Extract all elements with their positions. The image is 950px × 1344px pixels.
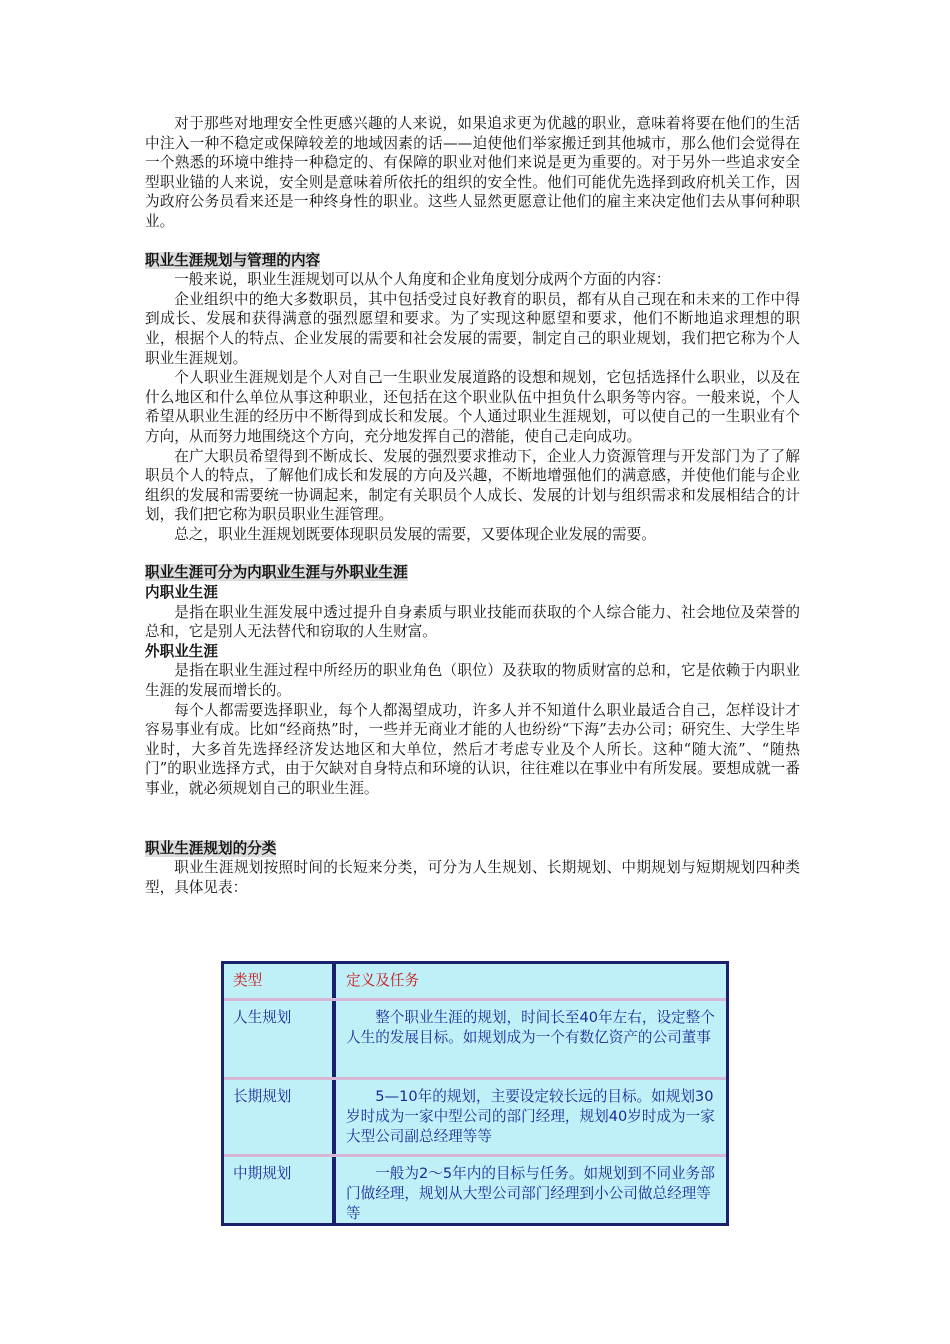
section-heading-career-types bbox=[145, 563, 800, 583]
paragraph: 总之，职业生涯规划既要体现职员发展的需要，又要体现企业发展的需要。 bbox=[174, 525, 656, 543]
table-header-row bbox=[224, 964, 726, 1001]
table-cell-definition: 整个职业生涯的规划，时间长至40年左右，设定整个人生的发展目标。如规划成为一个有数亿资产的公司董事 bbox=[346, 1009, 715, 1046]
paragraph: 在广大职员希望得到不断成长、发展的强烈要求推动下，企业人力资源管理与开发部门为了了解职员个人的特点，了解他们成长和发展的方向及兴趣，不断地增强他们的满意感，并使他们能与企业组织的发展和需要统一协调起来，制定有关职员个人成长、发展的计划与组织需求和发展相结合的计划，我们把它称为职员职业生涯管理。 bbox=[145, 447, 800, 524]
table-header-definition: 定义及任务 bbox=[346, 972, 419, 989]
table-cell-type: 长期规划 bbox=[224, 1080, 336, 1154]
paragraph: 一般来说，职业生涯规划可以从个人角度和企业角度划分成两个方面的内容： bbox=[174, 271, 671, 289]
table-cell-definition: 5—10年的规划，主要设定较长远的目标。如规划30岁时成为一家中型公司的部门经理，规划40岁时成为一家大型公司副总经理等等 bbox=[346, 1088, 715, 1145]
paragraph-inner-career: 是指在职业生涯发展中透过提升自身素质与职业技能而获取的个人综合能力、社会地位及荣誉的总和，它是别人无法替代和窃取的人生财富。 bbox=[145, 603, 800, 641]
paragraph: 企业组织中的绝大多数职员，其中包括受过良好教育的职员，都有从自己现在和未来的工作中得到成长、发展和获得满意的强烈愿望和要求。为了实现这种愿望和要求，他们不断地追求理想的职业，根据个人的特点、企业发展的需要和社会发展的需要，制定自己的职业规划，我们把它称为个人职业生涯规划。 bbox=[145, 290, 800, 367]
paragraph: 个人职业生涯规划是个人对自己一生职业发展道路的设想和规划，它包括选择什么职业，以及在什么地区和什么单位从事这种职业，还包括在这个职业队伍中担负什么职务等内容。一般来说，个人希望从职业生涯的经历中不断得到成长和发展。个人通过职业生涯规划，可以使自己的一生职业有个方向，从而努力地围绕这个方向，充分地发挥自己的潜能，使自己走向成功。 bbox=[145, 369, 800, 445]
paragraph-closing: 每个人都需要选择职业，每个人都渴望成功，许多人并不知道什么职业最适合自己，怎样设计才容易事业有成。比如“经商热”时，一些并无商业才能的人也纷纷“下海”去办公司；研究生、大学生毕业时，大多首先选择经济发达地区和大单位，然后才考虑专业及个人所长。这种“随大流”、“随热门”的职业选择方式，由于欠缺对自身特点和环境的认识，往往难以在事业中有所发展。要想成就一番事业，就必须规划自己的职业生涯。 bbox=[145, 701, 800, 797]
paragraph-outer-career: 是指在职业生涯过程中所经历的职业角色（职位）及获取的物质财富的总和，它是依赖于内职业生涯的发展而增长的。 bbox=[145, 662, 800, 700]
planning-types-table bbox=[221, 961, 729, 1226]
intro-paragraph: 对于那些对地理安全性更感兴趣的人来说，如果追求更为优越的职业，意味着将要在他们的生活中注入一种不稳定或保障较差的地域因素的话——迫使他们举家搬迁到其他城市，那么他们会觉得在一个熟悉的环境中维持一种稳定的、有保障的职业对他们来说是更为重要的。对于另外一些追求安全型职业锚的人来说，安全则是意味着所依托的组织的安全性。他们可能优先选择到政府机关工作，因为政府公务员看来还是一种终身性的职业。这些人显然更愿意让他们的雇主来决定他们去从事何种职业。 bbox=[145, 115, 800, 230]
section-heading-classification bbox=[145, 839, 800, 859]
subheading-outer-career: 外职业生涯 bbox=[145, 642, 218, 660]
table-header-type: 类型 bbox=[224, 964, 336, 998]
section-heading-content bbox=[145, 251, 800, 271]
subheading-inner-career: 内职业生涯 bbox=[145, 584, 218, 602]
document-body bbox=[145, 114, 800, 897]
paragraph-classification: 职业生涯规划按照时间的长短来分类，可分为人生规划、长期规划、中期规划与短期规划四种类型，具体见表： bbox=[145, 859, 800, 896]
section-heading-content-text: 职业生涯规划与管理的内容 bbox=[145, 251, 321, 269]
section-heading-classification-text: 职业生涯规划的分类 bbox=[145, 839, 277, 857]
table-cell-definition: 一般为2～5年内的目标与任务。如规划到不同业务部门做经理，规划从大型公司部门经理到小公司做总经理等等 bbox=[346, 1165, 715, 1222]
table-cell-type: 人生规划 bbox=[224, 1001, 336, 1077]
table-row bbox=[224, 1157, 726, 1223]
table-row bbox=[224, 1001, 726, 1080]
table-cell-type: 中期规划 bbox=[224, 1157, 336, 1223]
section-heading-career-types-text: 职业生涯可分为内职业生涯与外职业生涯 bbox=[145, 564, 408, 582]
table-row bbox=[224, 1080, 726, 1157]
